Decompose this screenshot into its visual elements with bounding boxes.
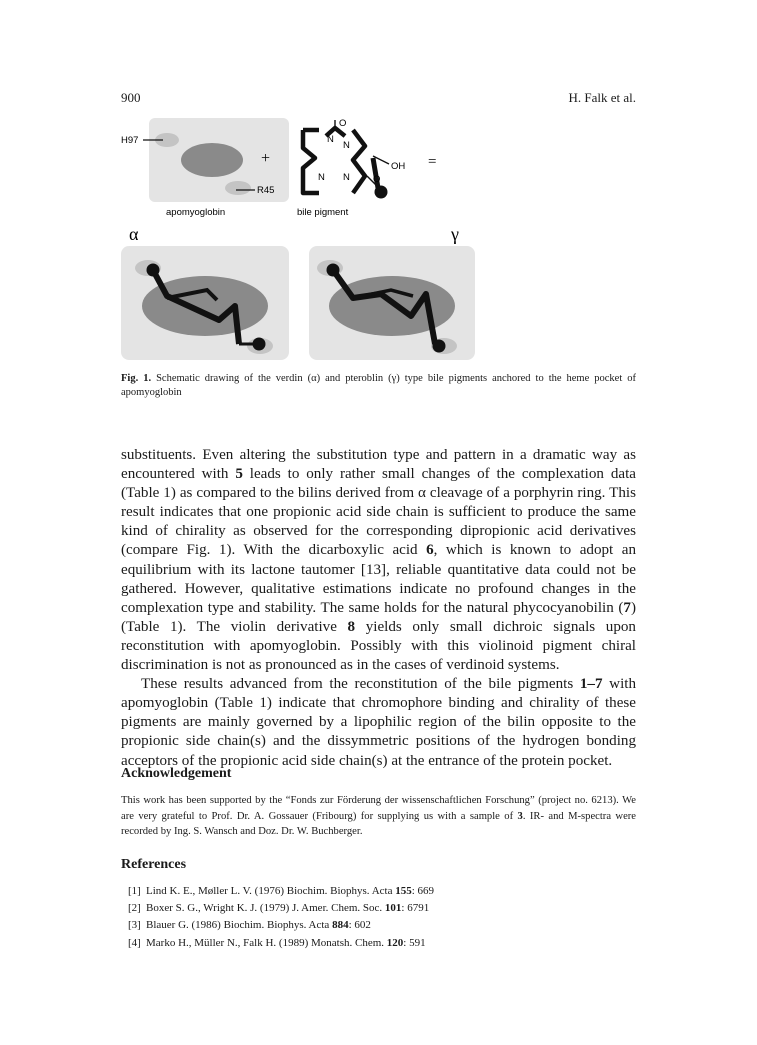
running-head: H. Falk et al. — [568, 90, 636, 105]
references-list — [128, 883, 638, 952]
equals-sign: = — [428, 154, 437, 170]
figure-1-schematic — [121, 118, 641, 363]
alpha-complex-panel — [121, 246, 289, 360]
alpha-label: α — [129, 224, 139, 244]
oh-label: OH — [391, 161, 406, 172]
r45-label: R45 — [257, 185, 275, 196]
page-number: 900 — [121, 90, 141, 105]
n-label-3: N — [318, 172, 325, 183]
protein-ellipse — [181, 143, 243, 177]
figure-caption — [121, 372, 636, 400]
reference-item: [3] Blauer G. (1986) Biochim. Biophys. Acta 884: 602 — [128, 919, 371, 932]
acknowledgement-text: This work has been supported by the “Fonds zur Förderung der wissenschaftlichen Forschung” (project no. 6213). We are very grateful to Prof. Dr. A. Gossauer (Fribourg) for supplying us with a sample of 3. IR- and M-spectra were recorded by Ing. S. Wansch and Doz. Dr. W. Buchberger. — [121, 795, 637, 837]
bile-pigment-structure — [303, 128, 365, 193]
o-label-right: O — [373, 174, 381, 185]
body-text — [121, 446, 636, 771]
o-label-top: O — [339, 118, 347, 129]
gamma-complex-panel — [309, 246, 475, 360]
reference-item: [4] Marko H., Müller N., Falk H. (1989) Monatsh. Chem. 120: 591 — [128, 936, 426, 949]
figure-caption-text: Schematic drawing of the verdin (α) and pteroblin (γ) type bile pigments anchored to the heme pocket of apomyoglobin — [121, 373, 636, 398]
n-label-1: N — [327, 134, 334, 145]
pocket-r45 — [225, 181, 251, 195]
n-label-4: N — [343, 172, 350, 183]
references-heading: References — [121, 857, 187, 872]
h97-label: H97 — [121, 135, 139, 146]
acknowledgement-heading: Acknowledgement — [121, 766, 232, 781]
reference-item: [2] Boxer S. G., Wright K. J. (1979) J. Amer. Chem. Soc. 101: 6791 — [128, 902, 430, 915]
plus-sign: + — [261, 150, 271, 167]
apomyoglobin-label: apomyoglobin — [166, 207, 226, 218]
gamma-label: γ — [451, 224, 459, 244]
bile-pigment-label: bile pigment — [297, 207, 349, 218]
paragraph-2: These results advanced from the reconstitution of the bile pigments 1–7 with apomyoglobin (Table 1) indicate that chromophore binding and chirality of these pigments are mainly governed by a lipophilic region of the bilin opposite to the propionic side chain(s) and the dissymmetric positions of the hydrogen bonding acceptors of the propionic acid side chain(s) at the entrance of the protein pocket. — [121, 676, 636, 769]
figure-caption-label: Fig. 1. — [121, 373, 152, 384]
n-label-2: N — [343, 140, 350, 151]
reference-item: [1] Lind K. E., Møller L. V. (1976) Biochim. Biophys. Acta 155: 669 — [128, 885, 435, 897]
paragraph-1: substituents. Even altering the substitution type and pattern in a dramatic way as encountered with 5 leads to only rather small changes of the complexation data (Table 1) as compared to the bilins derived from α cleavage of a porphyrin ring. This result indicates that one propionic acid side chain is sufficient to produce the same kind of chirality as observed for the corresponding dipropionic acid derivatives (compare Fig. 1). With the dicarboxylic acid 6, which is known to adopt an equilibrium with its lactone tautomer [13], reliable quantitative data could not be gathered. However, qualitative estimations indicate no profound changes in the complexation type and stability. The same holds for the natural phycocyanobilin (7) (Table 1). The violin derivative 8 yields only small dichroic signals upon reconstitution with apomyoglobin. Possibly with this violinoid pigment chiral discrimination is not as pronounced as in the cases of verdinoid systems. — [121, 447, 636, 674]
carboxyl-ball — [375, 186, 388, 199]
